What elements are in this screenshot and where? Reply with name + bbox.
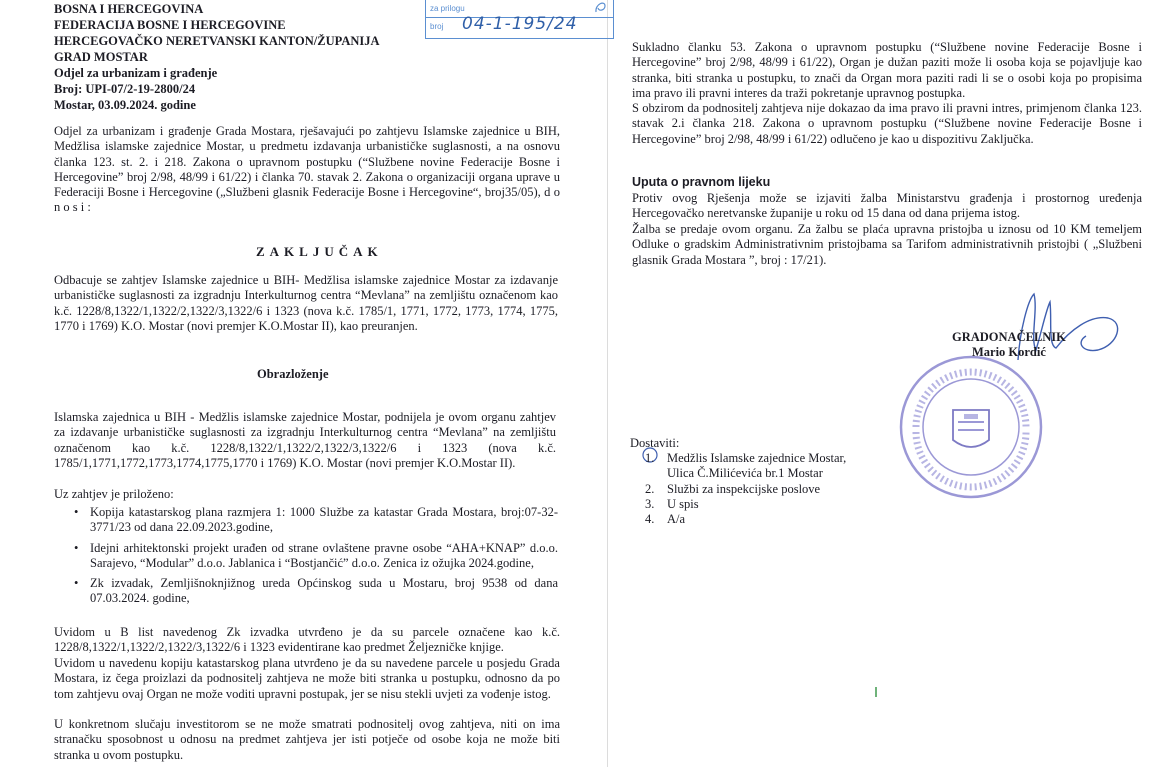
reasoning-paragraph: Islamska zajednica u BIH - Medžlis islamske zajednice Mostar, podnijela je ovom organu zahtjev za izdavanje urbanističke suglasnosti za izgradnju Interkulturnog centra “Mevlana” na zemljištu označenom kao k.č. 1228/8,1322/1,1322/2,1322/3,1322/6 i 1323 (nova k.č. 1785/1,1771,1772,1773,1774,1775,1770 i 1769) K.O. Mostar (novi premjer K.O.Mostar II). bbox=[54, 410, 556, 470]
attachments-intro: Uz zahtjev je priloženo: bbox=[54, 487, 174, 501]
finding-paragraph-2: Uvidom u navedenu kopiju katastarskog plana utvrđeno je da su navedene parcele u posjedu Grada Mostara, iz čega proizlazi da podnositelj zahtjeva ne može biti stranka u postupku, odnosno da po tom zahtjevu ovaj Organ ne može voditi upravni postupak, jer se nisu stekli uvjeti za vođenje istog. bbox=[54, 656, 560, 701]
stamp-label-bottom: broj bbox=[430, 22, 444, 31]
document-header bbox=[54, 1, 380, 113]
recipients-list bbox=[645, 451, 846, 527]
reasoning-title: Obrazloženje bbox=[257, 367, 329, 381]
recipient-number: 2. bbox=[645, 481, 655, 496]
signature-block bbox=[952, 330, 1066, 360]
legal-remedy-paragraph-1: Protiv ovog Rješenja može se izjaviti žalba Ministarstvu građenja i prostornog uređenja Hercegovačko neretvanske županije u roku od 15 dana od dana prijema istog. bbox=[632, 191, 1142, 221]
list-item bbox=[645, 482, 846, 497]
mayor-title: GRADONAČELNIK bbox=[952, 330, 1066, 344]
official-seal-icon bbox=[896, 352, 1046, 502]
header-country: BOSNA I HERCEGOVINA bbox=[54, 2, 204, 16]
recipient-text: Medžlis Islamske zajednice Mostar, bbox=[667, 451, 847, 465]
header-canton: HERCEGOVAČKO NERETVANSKI KANTON/ŽUPANIJA bbox=[54, 34, 380, 48]
list-item bbox=[645, 466, 846, 481]
header-city: GRAD MOSTAR bbox=[54, 50, 148, 64]
header-department: Odjel za urbanizam i građenje bbox=[54, 66, 218, 80]
recipient-text: U spis bbox=[667, 496, 699, 511]
attachment-text: Zk izvadak, Zemljišnoknjižnog ureda Općinskog suda u Mostaru, broj 9538 od dana 07.03.2024. godine, bbox=[90, 576, 558, 606]
list-item bbox=[645, 451, 846, 466]
recipient-number: 3. bbox=[645, 496, 655, 511]
list-item bbox=[645, 512, 846, 527]
attachment-text: Kopija katastarskog plana razmjera 1: 1000 Službe za katastar Grada Mostara, broj:07-32-3771/23 od dana 22.09.2023.godine, bbox=[90, 505, 558, 535]
legal-remedy-title: Uputa o pravnom lijeku bbox=[632, 175, 771, 189]
delivery-label: Dostaviti: bbox=[630, 436, 680, 450]
header-reference-number: Broj: UPI-07/2-19-2800/24 bbox=[54, 82, 196, 96]
header-date: Mostar, 03.09.2024. godine bbox=[54, 98, 196, 112]
attachment-text: Idejni arhitektonski projekt urađen od strane ovlaštene pravne osobe “AHA+KNAP” d.o.o. Sarajevo, “Modular” d.o.o. Jablanica i “Bostjančić” d.o.o. Zenica iz ožujka 2024.godine, bbox=[90, 540, 558, 570]
header-federation: FEDERACIJA BOSNE I HERCEGOVINE bbox=[54, 18, 286, 32]
document-title: ZAKLJUČAK bbox=[256, 244, 383, 259]
recipient-text: A/a bbox=[667, 512, 686, 527]
stray-mark-icon bbox=[873, 686, 879, 698]
list-item bbox=[74, 576, 558, 607]
stamp-handwritten-number: 04-1-195/24 bbox=[462, 14, 578, 34]
recipient-number: 1. bbox=[645, 451, 655, 465]
stamp-label-top: za prilogu bbox=[430, 4, 465, 13]
decision-paragraph: Odbacuje se zahtjev Islamske zajednice u BIH- Medžlisa islamske zajednice Mostar za izdavanje urbanističke suglasnosti za izgradnju Interkulturnog centra “Mevlana” na zemljištu označenom kao k.č. 1228/8,1322/1,1322/2,1322/3,1322/6 i 1323 (nova k.č. 1785/1, 1771, 1772, 1773, 1774, 1775, 1770 i 1769) K.O. Mostar (novi premjer K.O.Mostar II), kao preuranjen. bbox=[54, 273, 558, 333]
column-divider bbox=[607, 0, 608, 767]
attachments-list bbox=[74, 505, 558, 612]
stamp-scribble-icon bbox=[593, 0, 609, 14]
mayor-name: Mario Kordić bbox=[971, 345, 1046, 359]
intro-paragraph: Odjel za urbanizam i građenje Grada Mostara, rješavajući po zahtjevu Islamske zajednice u BIH, Medžlisa islamske zajednice Mostar, u predmetu izdavanja urbanističke suglasnosti, a na osnovu članka 123. st. 2. i 218. Zakona o upravnom postupku (“Službene novine Federacije Bosne i Hercegovine” broj 2/98, 48/99 i 61/22) i članka 70. stavak 2. Zakona o organizaciji organa uprave u Federaciji Bosne i Hercegovine („Službeni glasnik Federacije Bosne i Hercegovine“, broj35/05), d o n o s i : bbox=[54, 124, 560, 215]
finding-paragraph-1: Uvidom u B list navedenog Zk izvadka utvrđeno je da su parcele označene kao k.č. 1228/8,1322/1,1322/2,1322/3,1322/6 i 1323 evidentirane kao predmet Željezničke knjige. bbox=[54, 625, 560, 655]
list-item bbox=[74, 541, 558, 572]
finding-paragraph-3: U konkretnom slučaju investitorom se ne može smatrati podnositelj ovog zahtjeva, niti on ima stranačku sposobnost u odnosu na predmet zahtjeva jer isti potječe od osobe koja ne može biti stranka u ovom postupku. bbox=[54, 717, 560, 762]
receipt-stamp bbox=[425, 0, 614, 39]
recipient-number: 4. bbox=[645, 512, 655, 527]
legal-basis-paragraph: Sukladno članku 53. Zakona o upravnom postupku (“Službene novine Federacije Bosne i Hercegovine” broj 2/98, 48/99 i 61/22), Organ je dužan paziti može li osoba koja se pojavljuje kao stranka, biti stranka u postupku, to znači da Organ mora paziti radi li se o osobi koja po propisima ima pravo ili pravni interes da traži pokretanje upravnog postupka. bbox=[632, 40, 1142, 100]
list-item bbox=[645, 497, 846, 512]
list-item bbox=[74, 505, 558, 536]
recipient-text: Službi za inspekcijske poslove bbox=[667, 481, 821, 496]
conclusion-paragraph: S obzirom da podnositelj zahtjeva nije dokazao da ima pravo ili pravni intres, primjenom članka 123. stavak 2.i članka 218. Zakona o upravnom postupku (“Službene novine Federacije Bosne i Hercegovine” broj 2/98, 48/99 i 61/22) odlučeno je kao u dispozitivu Zaključka. bbox=[632, 101, 1142, 146]
recipient-text: Ulica Č.Milićevića br.1 Mostar bbox=[667, 466, 823, 481]
legal-remedy-paragraph-2: Žalba se predaje ovom organu. Za žalbu se plaća upravna pristojba u iznosu od 10 KM temeljem Odluke o gradskim Administrativnim pristojbama sa Tarifom administrativnih pristojbi ( „Službeni glasnik Grada Mostara ”, broj : 17/21). bbox=[632, 222, 1142, 267]
